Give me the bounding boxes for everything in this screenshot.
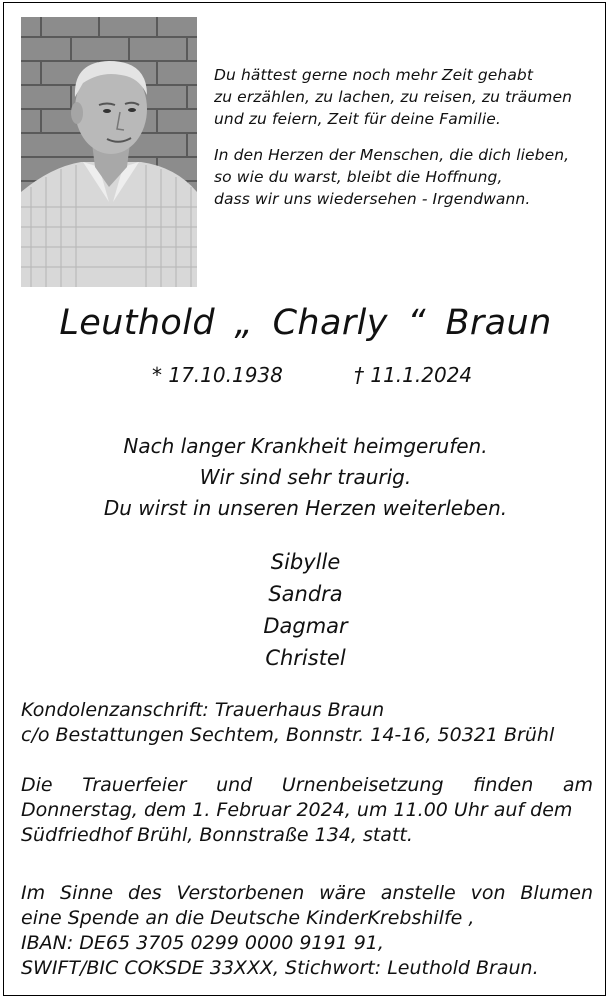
family-member: Dagmar [263, 614, 348, 638]
poem-line: zu erzählen, zu lachen, zu reisen, zu träumen [214, 88, 573, 106]
birth-date: * 17.10.1938 [152, 363, 283, 387]
portrait-photo [21, 17, 197, 287]
farewell-message [4, 431, 607, 524]
family-member: Christel [265, 646, 346, 670]
family-names [4, 546, 607, 674]
obituary-notice [3, 2, 606, 996]
message-line: Du wirst in unseren Herzen weiterleben. [103, 496, 508, 520]
service-details [21, 773, 593, 848]
service-line: Die Trauerfeier und Urnenbeisetzung finden am [21, 774, 593, 796]
poem-line: dass wir uns wiedersehen - Irgendwann. [214, 190, 531, 208]
service-line: Südfriedhof Brühl, Bonnstraße 134, statt. [21, 824, 413, 846]
poem-line: Du hättest gerne noch mehr Zeit gehabt [214, 66, 534, 84]
donation-line: eine Spende an die Deutsche KinderKrebshilfe , [21, 907, 475, 929]
condolence-address [21, 698, 593, 748]
donation-info [21, 881, 593, 981]
poem-stanza-1 [214, 64, 594, 130]
address-line: c/o Bestattungen Sechtem, Bonnstr. 14-16, 50321 Brühl [21, 724, 555, 746]
family-member: Sibylle [270, 550, 341, 574]
donation-line: SWIFT/BIC COKSDE 33XXX, Stichwort: Leuthold Braun. [21, 957, 539, 979]
deceased-name: Leuthold „ Charly “ Braun [59, 303, 552, 343]
message-line: Wir sind sehr traurig. [199, 465, 412, 489]
donation-line: IBAN: DE65 3705 0299 0000 9191 91, [21, 932, 384, 954]
poem-stanza-2 [214, 144, 594, 210]
family-member: Sandra [268, 582, 343, 606]
address-line: Kondolenzanschrift: Trauerhaus Braun [21, 699, 385, 721]
death-date: † 11.1.2024 [354, 363, 473, 387]
donation-line: Im Sinne des Verstorbenen wäre anstelle von Blumen [21, 882, 593, 904]
message-line: Nach langer Krankheit heimgerufen. [123, 434, 488, 458]
service-line: Donnerstag, dem 1. Februar 2024, um 11.00 Uhr auf dem [21, 799, 573, 821]
poem-line: so wie du warst, bleibt die Hoffnung, [214, 168, 503, 186]
poem-line: und zu feiern, Zeit für deine Familie. [214, 110, 501, 128]
poem-line: In den Herzen der Menschen, die dich lieben, [214, 146, 570, 164]
poem [214, 64, 594, 224]
